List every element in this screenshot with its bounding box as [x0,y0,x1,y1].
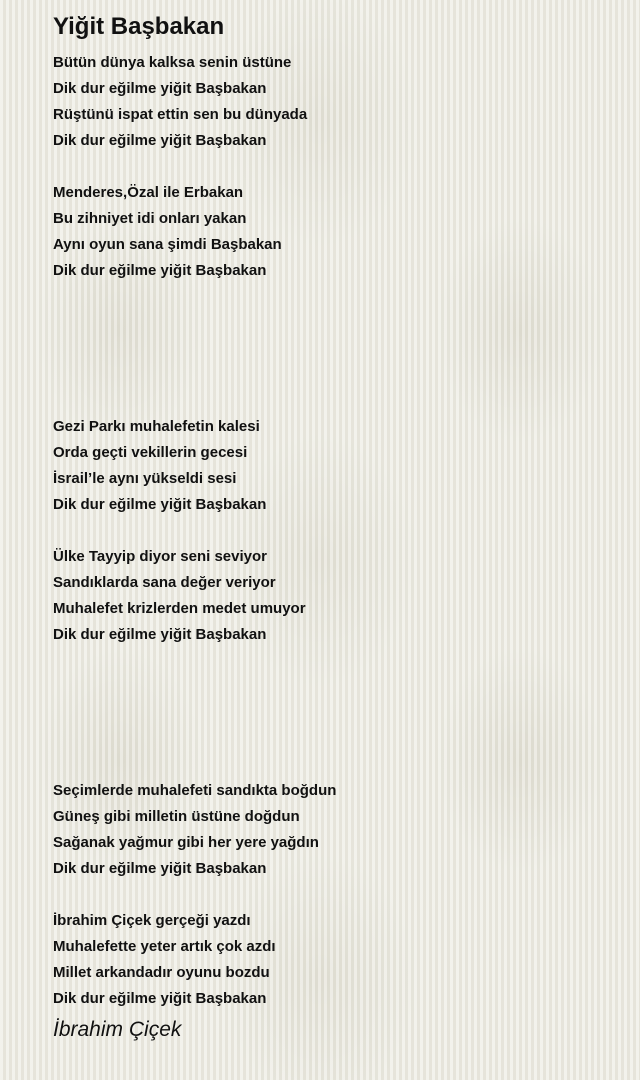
poem-line: Muhalefet krizlerden medet umuyor [53,600,306,617]
poem-line: İbrahim Çiçek gerçeği yazdı [53,912,251,929]
poem-line: Dik dur eğilme yiğit Başbakan [53,262,267,279]
poem-line: Dik dur eğilme yiğit Başbakan [53,626,267,643]
poem-line: Dik dur eğilme yiğit Başbakan [53,496,267,513]
poem-line: Dik dur eğilme yiğit Başbakan [53,860,267,877]
poem-line: Sağanak yağmur gibi her yere yağdın [53,834,319,851]
poem-line: Sandıklarda sana değer veriyor [53,574,276,591]
poem-line: Güneş gibi milletin üstüne doğdun [53,808,300,825]
poem-line: Gezi Parkı muhalefetin kalesi [53,418,260,435]
poem-line: Orda geçti vekillerin gecesi [53,444,248,461]
stanza-4 [53,544,613,648]
stanza-3 [53,414,613,518]
poem-line: Rüştünü ispat ettin sen bu dünyada [53,106,308,123]
poem-line: Dik dur eğilme yiğit Başbakan [53,990,267,1007]
poem [53,12,613,1012]
poem-line: İsrail’le aynı yükseldi sesi [53,470,237,487]
poem-line: Menderes,Özal ile Erbakan [53,184,244,201]
poem-line: Dik dur eğilme yiğit Başbakan [53,132,267,149]
stanza-6 [53,908,613,1012]
poem-line: Bütün dünya kalksa senin üstüne [53,54,292,71]
poem-line: Ülke Tayyip diyor seni seviyor [53,548,267,565]
stanza-1 [53,50,613,154]
stanza-5 [53,778,613,882]
stanza-gap [53,882,613,908]
poem-line: Seçimlerde muhalefeti sandıkta boğdun [53,782,337,799]
poem-line: Bu zihniyet idi onları yakan [53,210,247,227]
poem-line: Muhalefette yeter artık çok azdı [53,938,276,955]
poem-title: Yiğit Başbakan [53,13,225,40]
poem-line: Millet arkandadır oyunu bozdu [53,964,270,981]
poem-line: Dik dur eğilme yiğit Başbakan [53,80,267,97]
section-gap [53,648,613,778]
section-gap [53,284,613,414]
poem-author: İbrahim Çiçek [53,1018,182,1041]
poem-line: Aynı oyun sana şimdi Başbakan [53,236,282,253]
stanza-gap [53,154,613,180]
stanza-2 [53,180,613,284]
stanza-gap [53,518,613,544]
